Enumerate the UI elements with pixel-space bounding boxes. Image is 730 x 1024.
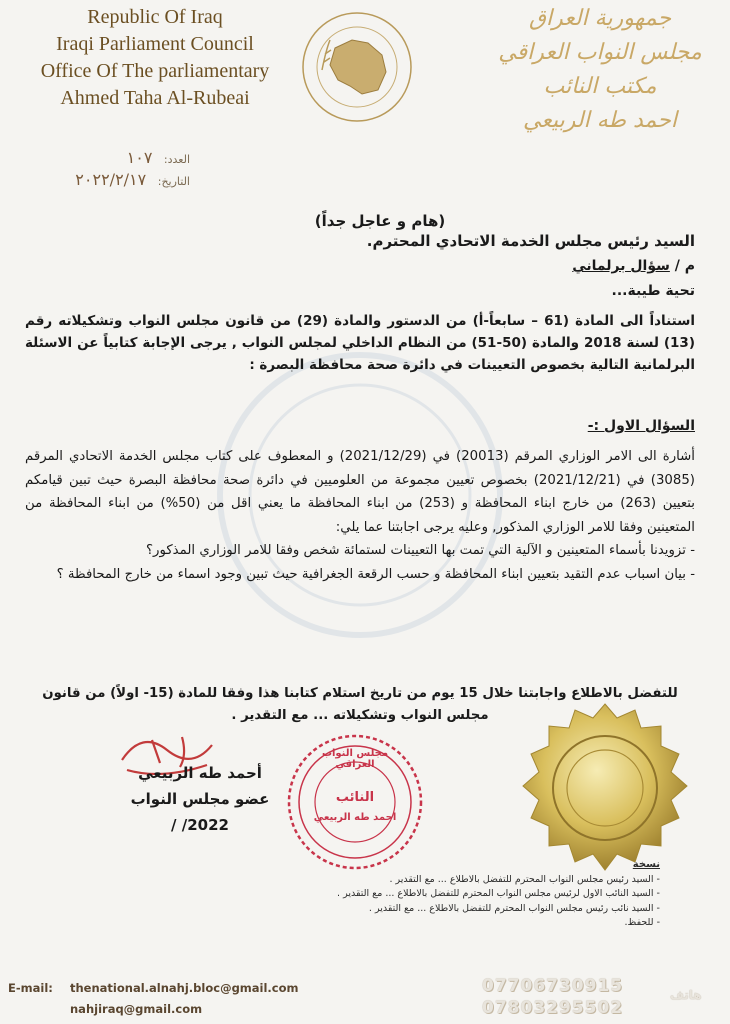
gold-seal xyxy=(515,700,695,880)
header-english xyxy=(20,4,290,112)
stamp-role-text: النائب xyxy=(335,790,375,805)
copy-item: - السيد رئيس مجلس النواب المحترم للتفضل بالاطلاع ... مع التقدير . xyxy=(389,873,660,885)
email-label: E-mail: xyxy=(8,981,53,995)
copy-item: - السيد نائب رئيس مجلس النواب المحترم للتفضل بالاطلاع ... مع التقدير . xyxy=(368,902,660,914)
question-point: - تزويدنا بأسماء المتعينين و الآلية التي تمت بها التعيينات لستمائة شخص وفقا للامر الوزاري المذكور؟ xyxy=(146,543,695,558)
signature-date: 2022/ / xyxy=(171,816,229,834)
phone-label: هاتف xyxy=(670,988,702,1002)
reference-date-value: ٢٠٢٢/٢/١٧ xyxy=(75,170,147,189)
copies-list xyxy=(280,858,660,931)
phone-number-1: 07706730915 xyxy=(482,976,624,996)
question-text: أشارة الى الامر الوزاري المرقم (20013) في (2021/12/29) و المعطوف على كتاب مجلس الخدمة الاتحادي المرقم (3085) في (2021/12/21) بخصوص تعيين مجموعة من العلوميين في دائرة صحة محافظة البصرة حيث تبين قيامكم بتعيين (263) من خارج ابناء المحافظة و (253) من ابناء المحافظة ما يعني اقل من (50%) من ابناء المحافظة من المتعينين وفقا للامر الوزاري المذكور, وعليه يرجى اجابتنا عما يلي: xyxy=(25,449,695,535)
email-address-2: nahjiraq@gmail.com xyxy=(70,1002,203,1016)
phone-number-2: 07803295502 xyxy=(482,998,624,1018)
signature-block xyxy=(115,760,285,838)
closing-paragraph: للتفضل بالاطلاع واجابتنا خلال 15 يوم من تاريخ استلام كتابنا هذا وفقا للمادة (15- اولاً) من قانون مجلس النواب وتشكيلاته ... مع التقدير . xyxy=(42,686,678,723)
question-title: السؤال الاول :- xyxy=(587,418,695,434)
header-arabic-line: جمهورية العراق xyxy=(528,6,672,31)
greeting: تحية طيبة... xyxy=(611,283,695,299)
header-english-line: Iraqi Parliament Council xyxy=(56,33,254,55)
question-body xyxy=(25,445,695,586)
subject-line xyxy=(25,258,695,274)
reference-box xyxy=(30,148,190,192)
reference-number-label: العدد: xyxy=(163,153,190,166)
copy-item: - السيد النائب الاول لرئيس مجلس النواب المحترم للتفضل بالاطلاع ... مع التقدير . xyxy=(337,888,660,899)
header-english-line: Office Of The parliamentary xyxy=(40,60,270,82)
subject-text: سؤال برلماني xyxy=(572,258,670,274)
copy-item: - للحفظ. xyxy=(624,917,660,928)
header-arabic-line: مكتب النائب xyxy=(543,74,657,99)
header-english-line: Ahmed Taha Al-Rubeai xyxy=(60,87,250,109)
intro-paragraph: استناداً الى المادة (61 – سابعاً-أ) من الدستور والمادة (29) من قانون مجلس النواب وتشكيلاته رقم (13) لسنة 2018 والمادة (50-51) من النظام الداخلي لمجلس النواب , يرجى الإجابة كتابياً عن الاسئلة البرلمانية التالية بخصوص التعيينات في دائرة صحة محافظة البصرة : xyxy=(25,313,695,373)
signatory-title: عضو مجلس النواب xyxy=(130,790,270,808)
stamp-outer-text: مجلس النواب العراقي xyxy=(321,748,389,770)
subject-prefix: م / xyxy=(674,258,695,274)
header-english-line: Republic Of Iraq xyxy=(87,6,223,28)
reference-number-value: ١٠٧ xyxy=(126,148,153,167)
footer xyxy=(0,968,730,1024)
signatory-name: أحمد طه الربيعي xyxy=(138,764,262,782)
question-point: - بيان اسباب عدم التقيد بتعيين ابناء المحافظة و حسب الرقعة الجغرافية حيث تبين وجود اسماء من خارج المحافظة ؟ xyxy=(56,566,695,582)
header-arabic xyxy=(480,2,720,138)
stamp-name-text: احمد طه الربيعي xyxy=(313,812,397,823)
urgent-note: (هام و عاجل جداً) xyxy=(314,212,446,230)
reference-date-label: التاريخ: xyxy=(157,175,190,188)
header-arabic-line: احمد طه الربيعي xyxy=(523,108,677,133)
copies-label: نسخة xyxy=(632,859,660,870)
email-address-1: thenational.alnahj.bloc@gmail.com xyxy=(70,981,299,995)
addressee: السيد رئيس مجلس الخدمة الاتحادي المحترم. xyxy=(366,232,695,250)
header-arabic-line: مجلس النواب العراقي xyxy=(498,40,702,65)
iraq-map-emblem-icon xyxy=(300,10,415,125)
